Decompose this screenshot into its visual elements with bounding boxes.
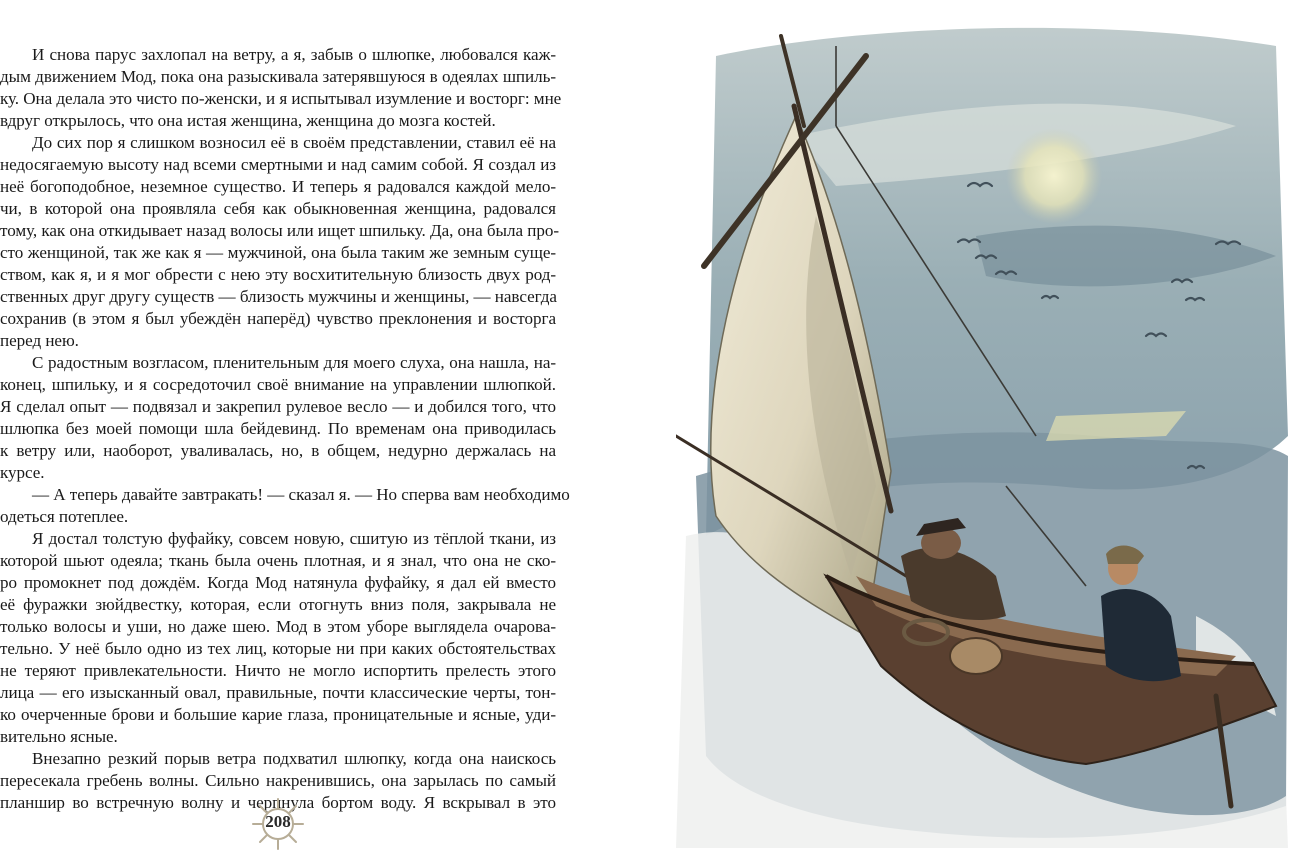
text-line: неё богоподобное, неземное существо. И теперь я радовался каждой мело- (0, 177, 556, 196)
text-line: перед нею. (0, 331, 79, 350)
text-line: И снова парус захлопал на ветру, а я, забыв о шлюпке, любовался каж- (32, 45, 556, 64)
text-line: лица — его изысканный овал, правильные, почти классические черты, тон- (0, 683, 556, 702)
text-line: тому, как она откидывает назад волосы или ищет шпильку. Да, она была про- (0, 221, 559, 240)
text-line: ством, как я, и я мог обрести с нею эту восхитительную близость двух род- (0, 265, 556, 284)
text-line: С радостным возгласом, пленительным для моего слуха, она нашла, на- (32, 353, 556, 372)
barrel (950, 638, 1002, 674)
text-line: — А теперь давайте завтракать! — сказал я. — Но сперва вам необходимо (32, 485, 570, 504)
text-line: ку. Она делала это чисто по-женски, и я испытывал изумление и восторг: мне (0, 89, 562, 108)
text-line: не теряют привлекательности. Ничто не могло испортить прелесть этого (0, 661, 556, 680)
text-line: к ветру или, наоборот, уваливалась, но, в общем, недурно держалась на (0, 441, 556, 460)
text-line: сто женщиной, так же как я — мужчиной, она была таким же земным суще- (0, 243, 556, 262)
text-line: ственных друг другу существ — близость мужчины и женщины, — навсегда (0, 287, 557, 306)
moon (1006, 128, 1102, 224)
text-line: ро промокнет под дождём. Когда Мод натянула фуфайку, я дал ей вместо (0, 573, 556, 592)
text-line: Внезапно резкий порыв ветра подхватил шлюпку, когда она наискось (32, 749, 556, 768)
text-line: ко очерченные брови и большие карие глаза, проницательные и ясные, уди- (0, 705, 556, 724)
text-line: одеться потеплее. (0, 507, 129, 526)
text-line: планшир во встречную волну и черпнула бортом воду. Я вскрывал в это (0, 793, 556, 812)
text-line: курсе. (0, 463, 45, 482)
text-line: её фуражки зюйдвестку, которая, если отогнуть вниз поля, закрывала не (0, 595, 556, 614)
text-line: пересекала гребень волны. Сильно накренившись, она зарылась по самый (0, 771, 556, 790)
text-line: которой шьют одеяла; ткань была очень плотная, и я знал, что она не ско- (0, 551, 556, 570)
text-line: сохранив (в этом я был убеждён наперёд) чувство преклонения и восторга (0, 309, 556, 328)
text-page (0, 0, 640, 856)
text-line: вдруг открылось, что она истая женщина, женщина до мозга костей. (0, 111, 496, 130)
text-line: Я достал толстую фуфайку, совсем новую, сшитую из тёплой ткани, из (32, 529, 556, 548)
text-line: конец, шпильку, и я сосредоточил своё внимание на управлении шлюпкой. (0, 375, 556, 394)
text-line: тельно. У неё было одно из тех лиц, которые ни при каких обстоятельствах (0, 639, 556, 658)
text-line: вительно ясные. (0, 727, 118, 746)
text-line: недосягаемую высоту над всеми смертными и над самим собой. Я создал из (0, 155, 556, 174)
text-line: дым движением Мод, пока она разыскивала затерявшуюся в одеялах шпиль- (0, 67, 556, 86)
text-line: До сих пор я слишком возносил её в своём представлении, ставил её на (32, 133, 556, 152)
text-line: чи, в которой она проявляла себя как обыкновенная женщина, радовался (0, 199, 556, 218)
page-number: 208 (265, 812, 291, 831)
text-line: шлюпка без моей помощи шла бейдевинд. По временам она приводилась (0, 419, 556, 438)
text-line: Я сделал опыт — подвязал и закрепил рулевое весло — и добился того, что (0, 397, 556, 416)
sailboat-illustration (676, 16, 1296, 848)
text-line: только волосы и уши, но даже шею. Мод в этом уборе выглядела очарова- (0, 617, 556, 636)
